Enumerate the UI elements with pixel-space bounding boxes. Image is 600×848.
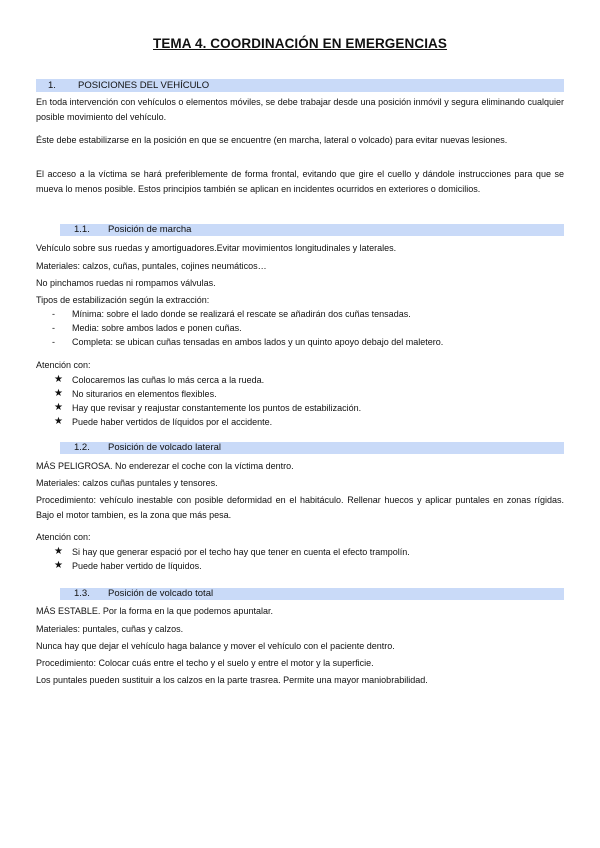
marcha-line-materiales: Materiales: calzos, cuñas, puntales, cojines neumáticos… <box>36 261 267 271</box>
list-item-text: Completa: se ubican cuñas tensadas en ambos lados y un quinto apoyo debajo del maletero. <box>72 337 444 347</box>
list-item-text: Puede haber vertidos de líquidos por el accidente. <box>72 417 273 427</box>
section-number: 1. <box>48 80 56 91</box>
total-line-materiales: Materiales: puntales, cuñas y calzos. <box>36 624 184 634</box>
list-item-text: Colocaremos las cuñas lo más cerca a la rueda. <box>72 375 265 385</box>
lateral-line-procedimiento: Procedimiento: vehículo inestable con posible deformidad en el habitáculo. Rellenar huecos y aplicar puntales en zonas rígidas. Bajo el motor tambien, es la zona que más pesa. <box>36 495 564 520</box>
star-icon: ★ <box>54 560 63 571</box>
list-item-text: Media: sobre ambos lados e ponen cuñas. <box>72 323 242 333</box>
subsection-number: 1.3. <box>74 588 90 599</box>
subsection-heading-lateral <box>60 442 564 454</box>
star-icon: ★ <box>54 416 63 427</box>
total-line-puntales: Los puntales pueden sustituir a los calzos en la parte trasrea. Permite una mayor maniobrabilidad. <box>36 675 428 685</box>
star-icon: ★ <box>54 402 63 413</box>
list-item-text: Mínima: sobre el lado donde se realizará el rescate se añadirán dos cuñas tensadas. <box>72 309 411 319</box>
subsection-label: Posición de volcado total <box>108 588 214 599</box>
marcha-line-pinchar: No pinchamos ruedas ni rompamos válvulas. <box>36 278 216 288</box>
total-line-balance: Nunca hay que dejar el vehículo haga balance y mover el vehículo con el paciente dentro. <box>36 641 395 651</box>
section-heading-posiciones <box>36 79 564 92</box>
section-label: POSICIONES DEL VEHÍCULO <box>78 80 210 91</box>
total-line-procedimiento: Procedimiento: Colocar cuás entre el techo y el suelo y entre el motor y la superficie. <box>36 658 374 668</box>
lateral-line-peligrosa: MÁS PELIGROSA. No enderezar el coche con la víctima dentro. <box>36 461 294 471</box>
document-title: TEMA 4. COORDINACIÓN EN EMERGENCIAS <box>152 36 448 51</box>
list-item-text: Hay que revisar y reajustar constantemente los puntos de estabilización. <box>72 403 362 413</box>
marcha-line-vehiculo: Vehículo sobre sus ruedas y amortiguadores.Evitar movimientos longitudinales y laterales. <box>36 243 397 253</box>
dash-marker: - <box>52 337 55 347</box>
subsection-number: 1.2. <box>74 442 90 453</box>
total-line-estable: MÁS ESTABLE. Por la forma en la que podemos apuntalar. <box>36 606 273 616</box>
subsection-number: 1.1. <box>74 224 90 235</box>
list-item-text: Puede haber vertido de líquidos. <box>72 561 202 571</box>
star-icon: ★ <box>54 374 63 385</box>
subsection-heading-total <box>60 588 564 600</box>
lateral-atencion: Atención con: <box>36 532 91 542</box>
lateral-line-materiales: Materiales: calzos cuñas puntales y tensores. <box>36 478 218 488</box>
dash-marker: - <box>52 309 55 319</box>
marcha-line-tipos: Tipos de estabilización según la extracción: <box>36 295 210 305</box>
list-item-text: Si hay que generar espació por el techo hay que tener en cuenta el efecto trampolín. <box>72 547 410 557</box>
paragraph-acceso: El acceso a la víctima se hará preferiblemente de forma frontal, evitando que gire el cuello y dándole instrucciones para que se mueva lo menos posible. Estos principios también se aplican en incidentes ocurridos en exteriores o domicilios. <box>36 169 564 194</box>
star-icon: ★ <box>54 388 63 399</box>
subsection-heading-marcha <box>60 224 564 236</box>
subsection-label: Posición de volcado lateral <box>108 442 222 453</box>
dash-marker: - <box>52 323 55 333</box>
paragraph-intro: En toda intervención con vehículos o elementos móviles, se debe trabajar desde una posición inmóvil y segura eliminando cualquier posible movimiento del vehículo. <box>36 97 564 122</box>
paragraph-estabilizar: Éste debe estabilizarse en la posición en que se encuentre (en marcha, lateral o volcado) para evitar nuevas lesiones. <box>36 135 508 145</box>
marcha-atencion: Atención con: <box>36 360 91 370</box>
list-item-text: No siturarios en elementos flexibles. <box>72 389 217 399</box>
subsection-label: Posición de marcha <box>108 224 192 235</box>
star-icon: ★ <box>54 546 63 557</box>
